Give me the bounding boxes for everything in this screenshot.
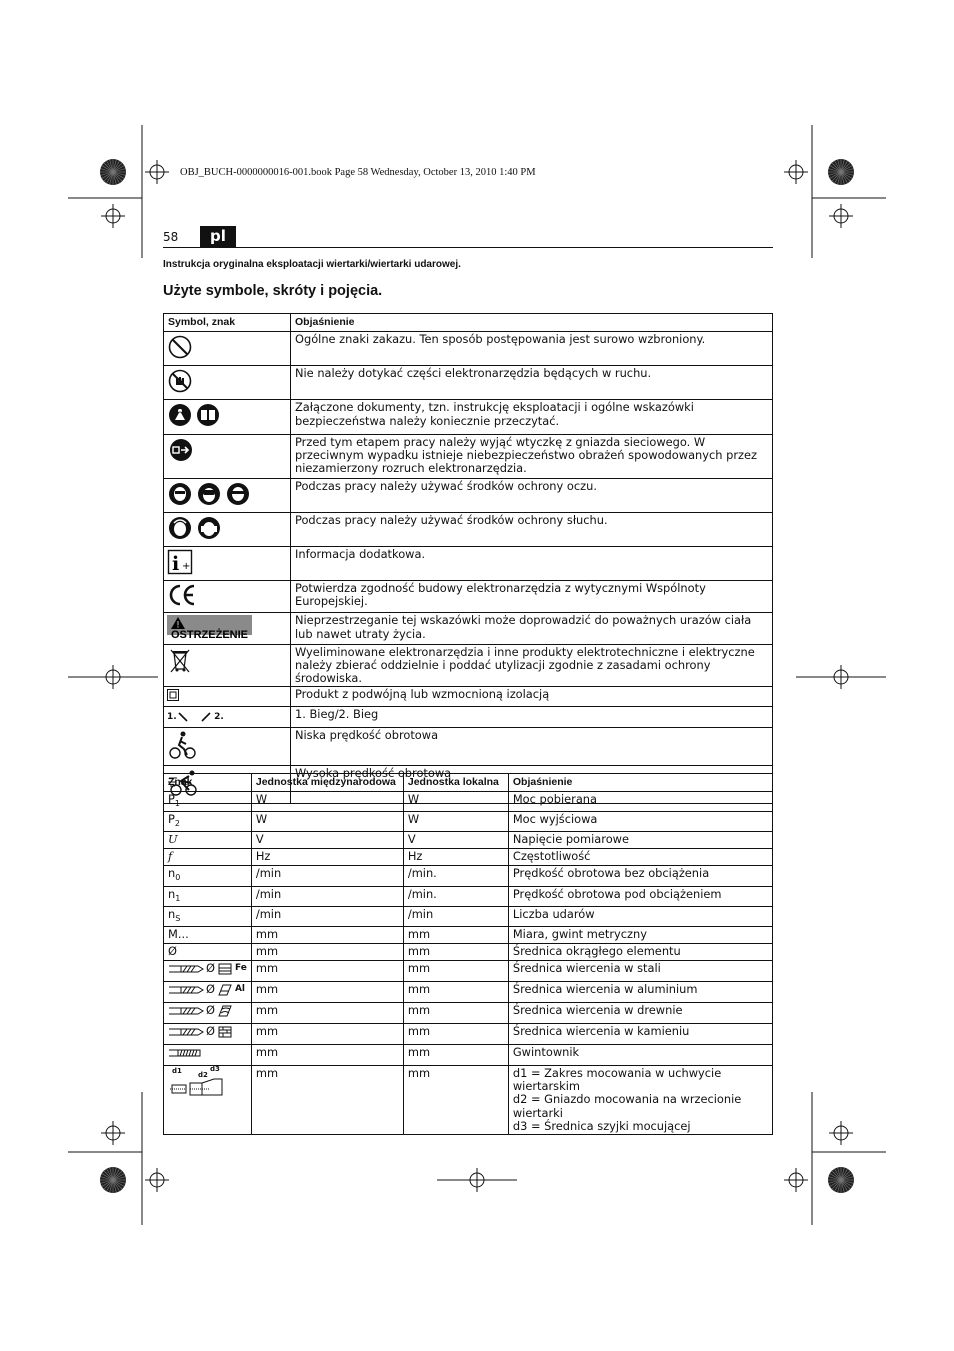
symbol-explanation: Nieprzestrzeganie tej wskazówki może doprowadzić do poważnych urazów ciała lub nawet utraty życia. [291,613,773,644]
unit-sign [164,1024,252,1045]
symbol-row [164,434,773,478]
sign-text: Ø [168,944,177,959]
symbol-explanation: Niska prędkość obrotowa [291,727,773,765]
unit-description: Liczba udarów [508,906,772,926]
symbols-table [163,313,773,804]
col-explanation: Objaśnienie [291,314,773,332]
local-unit: mm [403,1003,508,1024]
ear-protection-icon [167,515,223,541]
local-unit: /min. [403,866,508,886]
intl-unit: mm [251,961,403,982]
ce-mark-icon [167,583,197,607]
symbol-explanation: Wyeliminowane elektronarzędzia i inne produkty elektrotechniczne i elektryczne należy zbierać oddzielnie i poddać utylizacji zgodnie z zasadami ochrony środowiska. [291,644,773,687]
symbol-explanation: Podczas pracy należy używać środków ochrony oczu. [291,478,773,512]
unit-sign [164,906,252,926]
unit-description: Średnica wiercenia w aluminium [508,982,772,1003]
unit-sign [164,849,252,866]
symbol-cell [164,400,291,434]
sign-text: P [168,792,175,806]
unit-description: Prędkość obrotowa pod obciążeniem [508,886,772,906]
chuck-dims-icon [168,1067,232,1097]
material-label: Fe [234,963,247,974]
col-description: Objaśnienie [508,774,772,792]
sign-text: M... [168,927,189,942]
unit-sign [164,886,252,906]
local-unit: mm [403,1045,508,1066]
sign-text: f [168,849,173,864]
unit-row [164,906,773,926]
unit-description: Moc pobierana [508,792,772,812]
intl-unit: W [251,812,403,832]
symbol-row [164,547,773,581]
unit-sign [164,982,252,1003]
unit-sign [164,1003,252,1024]
local-unit: mm [403,1024,508,1045]
sign-text: n [168,906,176,921]
gear-label-2: 2. [214,712,224,723]
symbol-explanation: Informacja dodatkowa. [291,547,773,581]
units-table-header [164,774,773,792]
unit-sign [164,812,252,832]
symbol-cell [164,332,291,366]
col-intl-unit: Jednostka międzynarodowa [251,774,403,792]
unit-row [164,1045,773,1066]
unit-description: Średnica wiercenia w drewnie [508,1003,772,1024]
symbol-cell [164,687,291,707]
warning-label-text: OSTRZEŻENIE [171,629,249,642]
read-manual-icon [167,402,223,428]
symbol-explanation: Produkt z podwójną lub wzmocnioną izolacją [291,687,773,707]
drill-bit-icon [168,1025,204,1039]
intl-unit: mm [251,1024,403,1045]
col-sign: Znak [164,774,252,792]
weee-bin-icon [167,647,193,675]
local-unit: Hz [403,849,508,866]
svg-text:+: + [182,561,191,573]
unit-row [164,792,773,812]
symbol-cell [164,434,291,478]
symbol-cell [164,644,291,687]
symbol-cell [164,581,291,613]
document-subtitle: Instrukcja oryginalna eksploatacji wiertarki/wiertarki udarowej. [163,259,461,270]
intl-unit: mm [251,944,403,961]
unit-description: Średnica okrągłego elementu [508,944,772,961]
d1-label: d1 [172,1067,182,1076]
symbol-explanation: Załączone dokumenty, tzn. instrukcję eksploatacji i ogólne wskazówki bezpieczeństwa należy koniecznie przeczytać. [291,400,773,434]
unit-sign [164,866,252,886]
prohibition-icon [167,334,193,360]
warning-label [167,615,252,642]
unit-row [164,927,773,944]
unit-row [164,1024,773,1045]
local-unit: mm [403,982,508,1003]
unit-sign [164,792,252,812]
symbol-cell [164,366,291,400]
sign-text: P [168,812,175,827]
symbol-row [164,512,773,546]
symbol-cell [164,547,291,581]
symbol-cell [164,707,291,727]
drill-stone-icon [217,1025,233,1039]
d3-label: d3 [210,1065,220,1074]
symbol-cell [164,727,291,765]
diameter-sign: Ø [206,1024,215,1039]
eye-protection-icon [167,481,251,507]
unit-sign [164,944,252,961]
unit-row [164,944,773,961]
unit-sign [164,1066,252,1135]
symbol-cell [164,613,291,644]
material-label: Al [234,984,246,995]
book-line: OBJ_BUCH-0000000016-001.book Page 58 Wednesday, October 13, 2010 1:40 PM [180,167,536,178]
drill-wood-icon [217,1004,233,1018]
symbol-row [164,613,773,644]
unit-description: Średnica wiercenia w stali [508,961,772,982]
unit-row [164,866,773,886]
intl-unit: /min [251,866,403,886]
intl-unit: mm [251,1045,403,1066]
intl-unit: mm [251,982,403,1003]
gear-label-1: 1. [167,712,177,723]
drill-bit-icon [168,1004,204,1018]
intl-unit: /min [251,906,403,926]
slow-speed-icon [167,730,197,760]
drill-bit-icon [168,983,204,997]
symbol-row [164,400,773,434]
unit-description: d1 = Zakres mocowania w uchwycie wiertarskim d2 = Gniazdo mocowania na wrzecionie wiertarki d3 = Średnica szyjki mocującej [508,1066,772,1135]
intl-unit: W [251,792,403,812]
d2-label: d2 [198,1071,208,1080]
unit-description: Miara, gwint metryczny [508,927,772,944]
symbol-row [164,332,773,366]
unit-description: Częstotliwość [508,849,772,866]
unit-row [164,982,773,1003]
symbol-row [164,687,773,707]
symbol-explanation: Podczas pracy należy używać środków ochrony słuchu. [291,512,773,546]
symbol-row [164,478,773,512]
drill-steel-icon [217,962,233,976]
diameter-sign: Ø [206,961,215,976]
svg-text:i: i [172,553,180,576]
tap-icon [168,1046,204,1060]
unit-row [164,849,773,866]
local-unit: W [403,792,508,812]
symbol-explanation: Potwierdza zgodność budowy elektronarzędzia z wytycznymi Wspólnoty Europejskiej. [291,581,773,613]
unit-row [164,1066,773,1135]
drill-bit-icon [168,962,204,976]
symbol-cell [164,478,291,512]
sign-subscript: 1 [174,799,180,808]
symbol-explanation: Przed tym etapem pracy należy wyjąć wtyczkę z gniazda sieciowego. W przeciwnym wypadku istnieje niebezpieczeństwo obrażeń spowodowanych przez niezamierzony rozruch elektronarzędzia. [291,434,773,478]
unit-sign [164,832,252,849]
local-unit: mm [403,1066,508,1135]
symbol-explanation: 1. Bieg/2. Bieg [291,707,773,727]
double-insulation-icon [167,689,179,701]
sign-text: n [168,886,176,901]
diameter-sign: Ø [206,1003,215,1018]
sign-subscript: S [175,913,181,923]
sign-text: n [168,866,176,881]
symbol-row [164,366,773,400]
intl-unit: mm [251,927,403,944]
local-unit: mm [403,961,508,982]
sign-subscript: 1 [175,893,181,903]
unit-sign [164,927,252,944]
symbol-explanation: Ogólne znaki zakazu. Ten sposób postępowania jest surowo wzbroniony. [291,332,773,366]
section-title: Użyte symbole, skróty i pojęcia. [163,283,383,299]
symbols-table-header [164,314,773,332]
unit-row [164,812,773,832]
unit-sign [164,1045,252,1066]
unit-row [164,1003,773,1024]
unit-row [164,832,773,849]
symbol-row [164,727,773,765]
language-badge: pl [200,226,236,247]
col-symbol: Symbol, znak [164,314,291,332]
sign-subscript: 2 [174,819,180,829]
intl-unit: mm [251,1003,403,1024]
local-unit: mm [403,927,508,944]
local-unit: V [403,832,508,849]
unit-row [164,961,773,982]
unit-description: Moc wyjściowa [508,812,772,832]
header-rule [163,247,773,248]
no-touch-icon [167,368,193,394]
col-local-unit: Jednostka lokalna [403,774,508,792]
unit-description: Napięcie pomiarowe [508,832,772,849]
unit-description: Średnica wiercenia w kamieniu [508,1024,772,1045]
drill-aluminium-icon [217,983,233,997]
local-unit: mm [403,944,508,961]
symbol-cell [164,512,291,546]
intl-unit: V [251,832,403,849]
intl-unit: Hz [251,849,403,866]
intl-unit: /min [251,886,403,906]
local-unit: W [403,812,508,832]
unit-row [164,886,773,906]
symbol-row [164,707,773,727]
sign-text: U [168,832,178,847]
gear-icon [167,711,224,724]
info-icon [167,549,193,575]
page-number: 58 [163,230,179,244]
symbol-explanation: Nie należy dotykać części elektronarzędzia będących w ruchu. [291,366,773,400]
unit-sign [164,961,252,982]
unit-description: Prędkość obrotowa bez obciążenia [508,866,772,886]
symbol-explanation: Wysoka prędkość obrotowa [291,765,773,803]
unit-description: Gwintownik [508,1045,772,1066]
unplug-icon [167,437,195,463]
local-unit: /min [403,906,508,926]
symbol-row [164,581,773,613]
sign-subscript: 0 [175,873,181,883]
intl-unit: mm [251,1066,403,1135]
diameter-sign: Ø [206,982,215,997]
local-unit: /min. [403,886,508,906]
units-table [163,773,773,1135]
symbol-row [164,644,773,687]
